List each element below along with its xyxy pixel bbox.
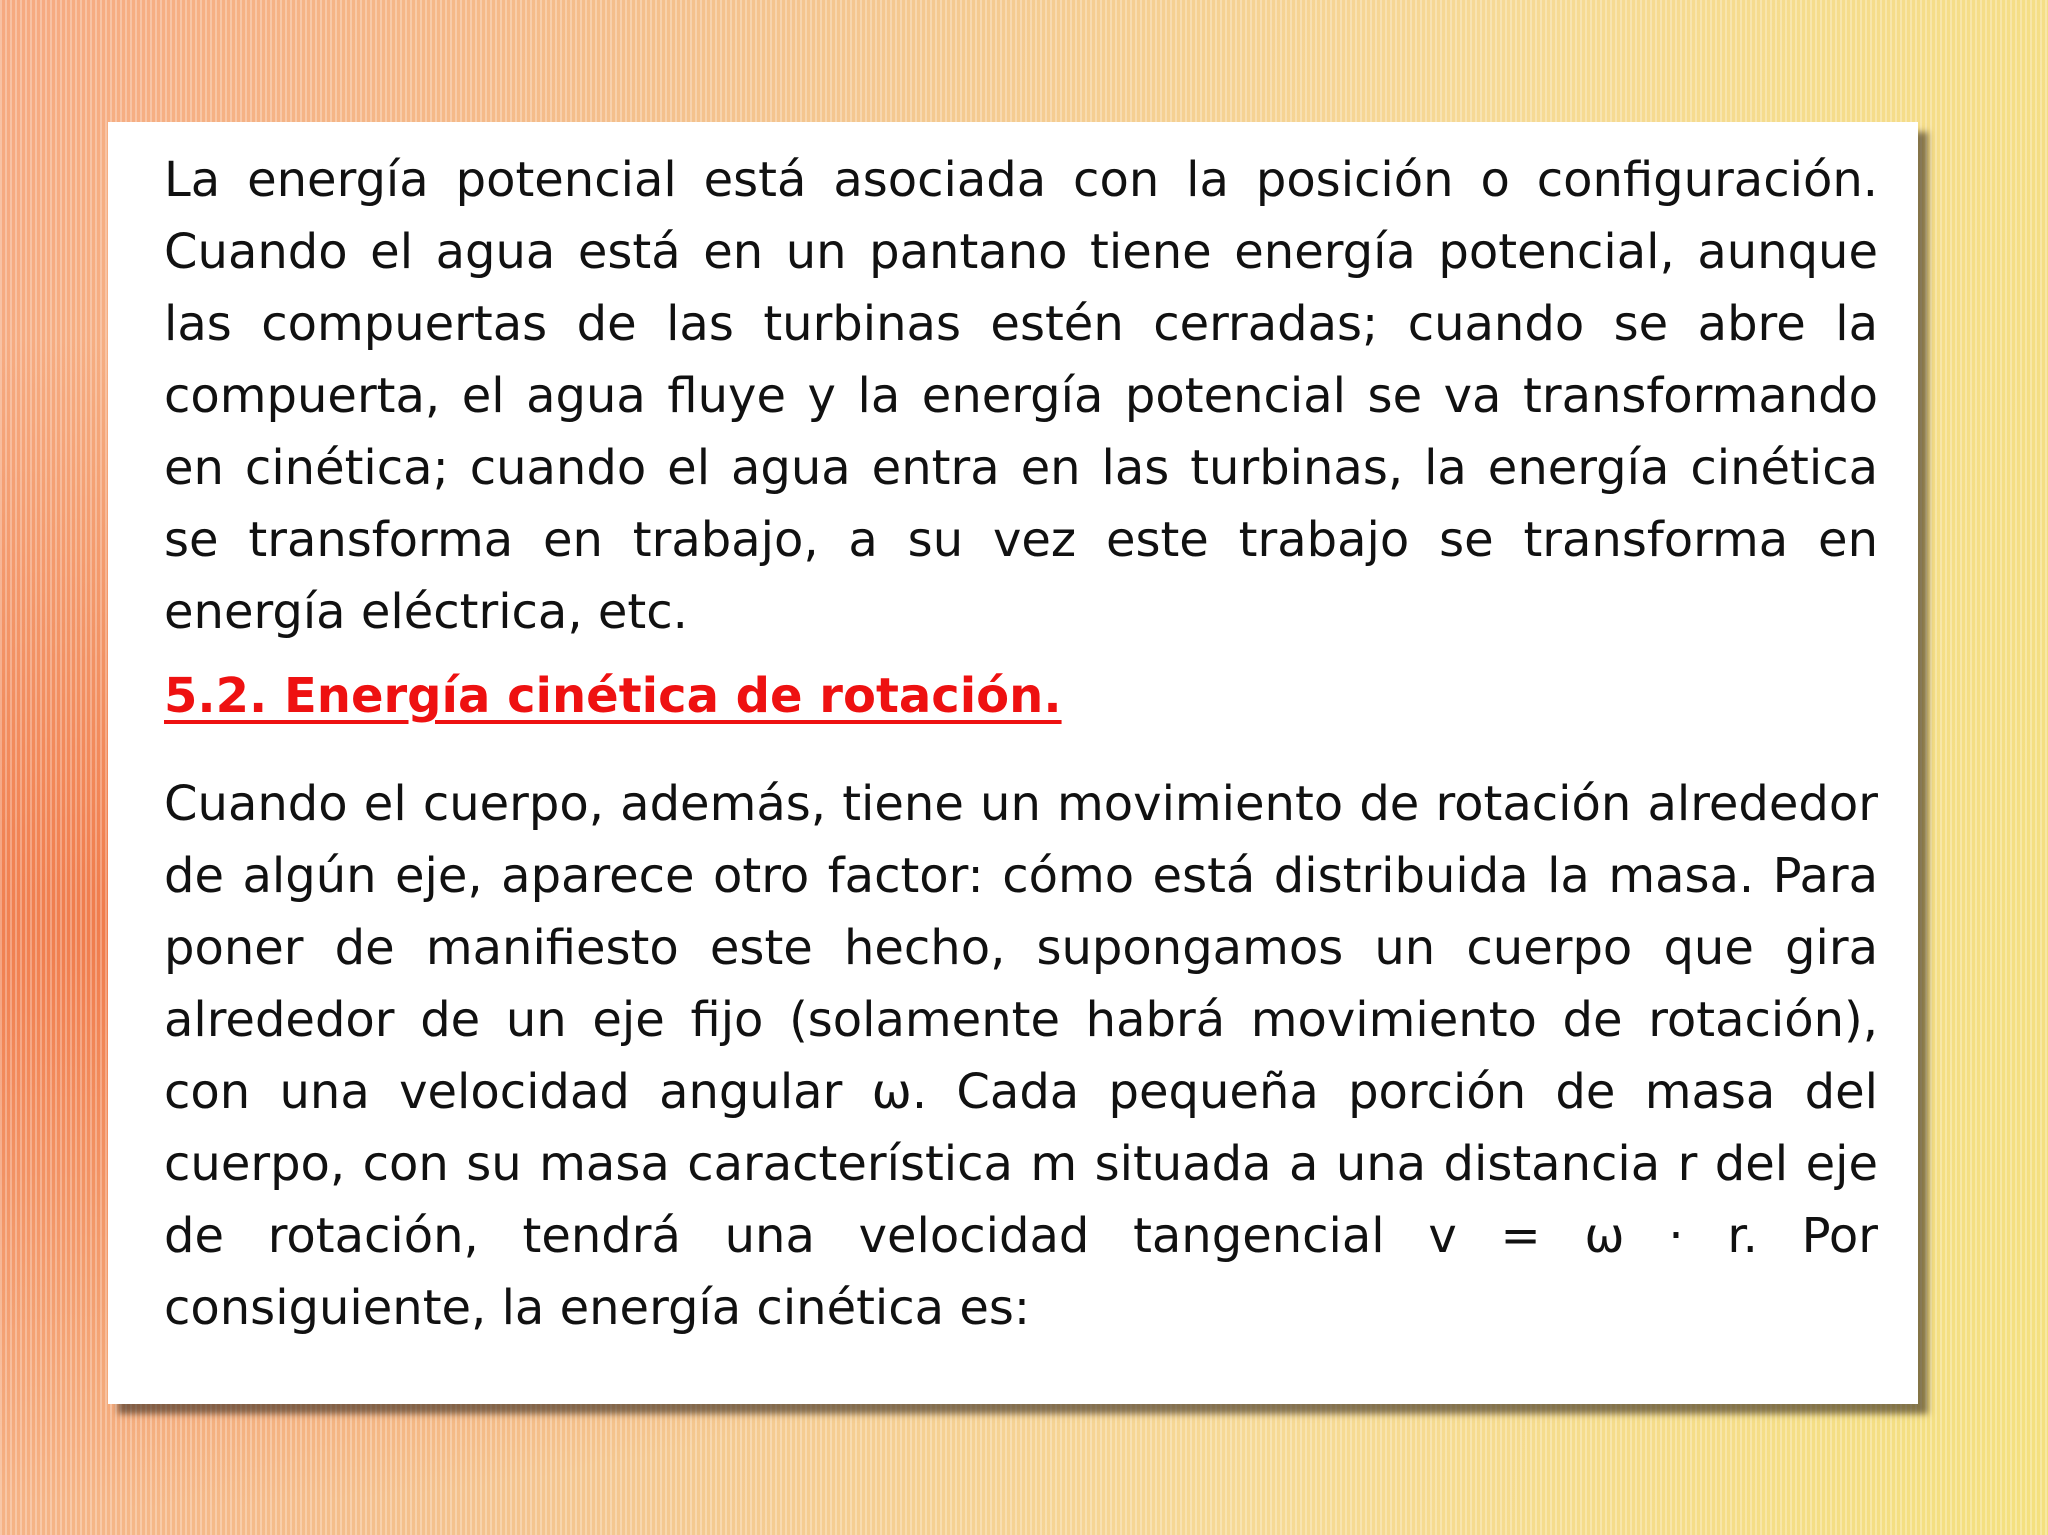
content-card (108, 122, 1918, 1404)
paragraph-rotational-energy: Cuando el cuerpo, además, tiene un movimiento de rotación alrededor de algún eje, aparece otro factor: cómo está distribuida la masa. Para poner de manifiesto este hecho, supongamos un cuerpo que gira alrededor de un eje fijo (solamente habrá movimiento de rotación), con una velocidad angular ω. Cada pequeña porción de masa del cuerpo, con su masa característica m situada a una distancia r del eje de rotación, tendrá una velocidad tangencial v = ω · r. Por consiguiente, la energía cinética es: (164, 776, 1878, 1336)
paragraph-potential-energy: La energía potencial está asociada con la posición o configuración. Cuando el agua está en un pantano tiene energía potencial, aunque las compuertas de las turbinas estén cerradas; cuando se abre la compuerta, el agua fluye y la energía potencial se va transformando en cinética; cuando el agua entra en las turbinas, la energía cinética se transforma en trabajo, a su vez este trabajo se transforma en energía eléctrica, etc. (164, 152, 1878, 640)
section-heading: 5.2. Energía cinética de rotación. (164, 668, 1062, 724)
